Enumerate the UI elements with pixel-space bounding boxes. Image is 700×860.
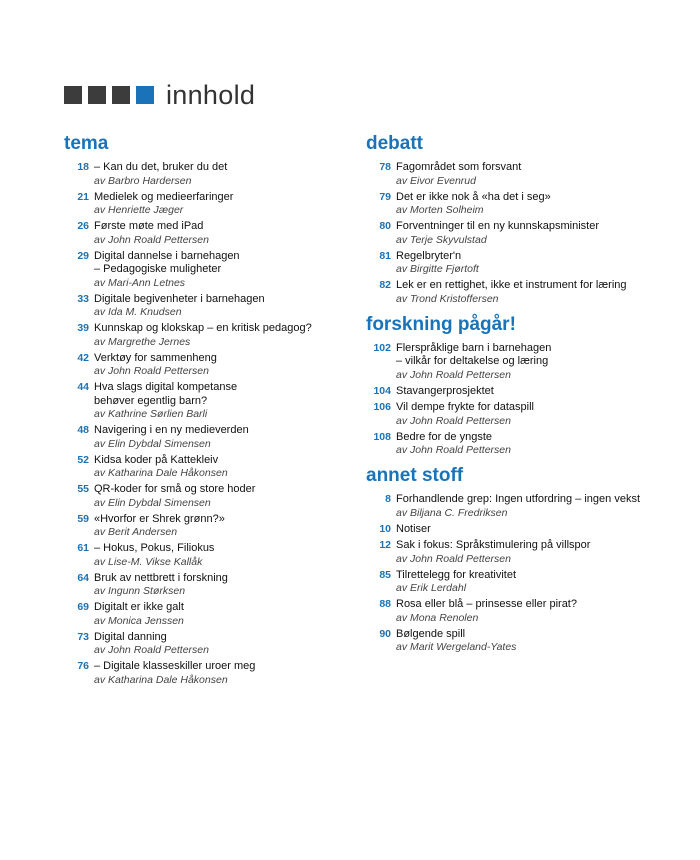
toc-entry[interactable] — [366, 493, 686, 520]
entry-body — [396, 493, 640, 520]
entry-body — [396, 598, 577, 625]
page-number: 85 — [379, 568, 391, 581]
page-number: 42 — [77, 351, 89, 364]
page-number: 8 — [385, 493, 391, 505]
toc-entry[interactable] — [366, 523, 686, 537]
toc-entry[interactable] — [64, 513, 354, 540]
entry-title: Bølgende spill — [396, 627, 466, 640]
toc-entry[interactable] — [366, 628, 686, 655]
entry-title: Stavangerprosjektet — [396, 384, 494, 397]
entry-body — [396, 628, 516, 655]
entry-body — [396, 385, 494, 399]
page-number: 29 — [77, 249, 89, 262]
entry-author: av Barbro Hardersen — [94, 174, 192, 187]
entry-body — [396, 569, 516, 596]
toc-right-column — [366, 132, 686, 661]
toc-entry[interactable] — [366, 539, 686, 566]
entry-title: QR-koder for små og store hoder — [94, 483, 256, 495]
entry-author: av John Roald Pettersen — [94, 644, 209, 656]
entry-body — [94, 424, 249, 451]
entry-author: av John Roald Pettersen — [396, 414, 511, 427]
entry-body — [396, 401, 534, 428]
toc-entry[interactable] — [64, 191, 354, 218]
toc-entry[interactable] — [64, 250, 354, 290]
entry-body — [94, 660, 255, 687]
page-number: 79 — [379, 190, 391, 203]
page-number: 73 — [77, 630, 89, 643]
entry-author: av Morten Solheim — [396, 204, 484, 216]
page-number: 64 — [77, 571, 89, 584]
page-title: innhold — [166, 80, 256, 110]
page-number: 55 — [77, 483, 89, 495]
entry-title: Kidsa koder på Kattekleiv — [94, 453, 219, 466]
page-number: 69 — [77, 601, 89, 613]
entry-author: av Birgitte Fjørtoft — [396, 263, 479, 275]
entry-title: – Digitale klasseskiller uroer meg — [94, 660, 256, 672]
entry-body — [94, 293, 265, 320]
toc-entry[interactable] — [366, 161, 686, 188]
entry-body — [396, 220, 599, 247]
dark-square-icon — [112, 86, 130, 104]
entry-title: Medielek og medieerfaringer — [94, 190, 234, 203]
entry-author: av John Roald Pettersen — [94, 365, 209, 377]
entry-title: Kunnskap og klokskap – en kritisk pedagog? — [94, 322, 312, 334]
toc-entry[interactable] — [64, 381, 354, 421]
entry-author: av Eivor Evenrud — [396, 174, 476, 187]
page-number: 21 — [77, 190, 89, 203]
entry-title: Vil dempe frykte for dataspill — [396, 401, 534, 413]
entry-body — [94, 542, 214, 569]
dark-square-icon — [88, 86, 106, 104]
entry-author: av Ingunn Størksen — [94, 585, 186, 597]
section-tema — [64, 132, 354, 687]
page-number: 81 — [379, 249, 391, 262]
page-number: 90 — [379, 627, 391, 640]
entry-author: av Monica Jenssen — [94, 614, 184, 627]
toc-entry[interactable] — [64, 660, 354, 687]
entry-body — [396, 161, 521, 188]
entry-title: Forventninger til en ny kunnskapsminister — [396, 220, 599, 232]
entry-title: Digital dannelse i barnehagen – Pedagogiske muligheter — [94, 249, 240, 275]
page-header — [64, 80, 255, 110]
entry-title: – Kan du det, bruker du det — [94, 161, 228, 173]
entry-author: av Mona Renolen — [396, 611, 479, 624]
entry-author: av Lise-M. Vikse Kallåk — [94, 555, 203, 568]
page-number: 104 — [373, 384, 391, 397]
entry-title: Rosa eller blå – prinsesse eller pirat? — [396, 598, 577, 610]
entry-title: Flerspråklige barn i barnehagen – vilkår for deltakelse og læring — [396, 341, 552, 367]
toc-entry[interactable] — [366, 220, 686, 247]
page-number: 10 — [379, 522, 391, 535]
entry-body — [94, 601, 184, 628]
entry-body — [94, 191, 233, 218]
toc-entry[interactable] — [64, 161, 354, 188]
entry-title: Hva slags digital kompetanse behøver egentlig barn? — [94, 381, 238, 407]
entry-body — [396, 342, 551, 382]
toc-entry[interactable] — [366, 191, 686, 218]
entry-body — [396, 539, 590, 566]
entry-title: – Hokus, Pokus, Filiokus — [94, 542, 215, 554]
entry-author: av John Roald Pettersen — [396, 552, 511, 565]
entry-author: av Katharina Dale Håkonsen — [94, 673, 228, 686]
entry-author: av Elin Dybdal Simensen — [94, 496, 211, 509]
entry-author: av Mari-Ann Letnes — [94, 276, 186, 289]
page-number: 108 — [373, 430, 391, 443]
entry-author: av Erik Lerdahl — [396, 582, 467, 594]
entry-body — [94, 483, 255, 510]
entry-title: Fagområdet som forsvant — [396, 161, 522, 173]
entry-body — [396, 523, 431, 537]
entry-body — [94, 454, 228, 481]
entry-title: Sak i fokus: Språkstimulering på villspor — [396, 539, 591, 551]
entry-body — [94, 250, 240, 290]
entry-title: Bruk av nettbrett i forskning — [94, 571, 228, 584]
dark-square-icon — [64, 86, 82, 104]
page-number: 52 — [77, 453, 89, 466]
section-title: forskning pågår! — [366, 313, 516, 335]
entry-title: Regelbryter'n — [396, 249, 462, 262]
toc-entry[interactable] — [366, 569, 686, 596]
page-number: 59 — [77, 512, 89, 525]
entry-author: av Terje Skyvulstad — [396, 233, 487, 246]
section-annet-stoff — [366, 464, 686, 654]
toc-entry[interactable] — [64, 483, 354, 510]
toc-entry[interactable] — [64, 601, 354, 628]
toc-entry[interactable] — [366, 342, 686, 382]
entry-author: av Margrethe Jernes — [94, 335, 191, 348]
entry-body — [94, 513, 225, 540]
page-number: 76 — [77, 660, 89, 672]
page-number: 18 — [77, 161, 89, 173]
toc-entry[interactable] — [64, 424, 354, 451]
entry-author: av John Roald Pettersen — [94, 233, 209, 246]
toc-entry[interactable] — [64, 322, 354, 349]
blue-square-icon — [136, 86, 154, 104]
toc-entry[interactable] — [366, 598, 686, 625]
entry-title: Bedre for de yngste — [396, 430, 493, 443]
entry-title: Første møte med iPad — [94, 220, 204, 232]
entry-title: Det er ikke nok å «ha det i seg» — [396, 190, 551, 203]
toc-entry[interactable] — [366, 279, 686, 306]
entry-title: Digitale begivenheter i barnehagen — [94, 292, 265, 305]
entry-author: av Trond Kristoffersen — [396, 292, 499, 305]
entry-title: Lek er en rettighet, ikke et instrument for læring — [396, 279, 627, 291]
entry-author: av Henriette Jæger — [94, 204, 184, 216]
entry-body — [94, 352, 217, 379]
entry-title: Verktøy for sammenheng — [94, 351, 217, 364]
page-number: 61 — [77, 542, 89, 554]
section-forskning-p-g-r — [366, 313, 686, 458]
page-number: 48 — [77, 424, 89, 436]
toc-entry[interactable] — [64, 352, 354, 379]
page-number: 82 — [379, 279, 391, 291]
page-number: 102 — [373, 341, 391, 354]
section-title: annet stoff — [366, 465, 464, 486]
entry-author: av Elin Dybdal Simensen — [94, 437, 211, 450]
entry-body — [94, 572, 228, 599]
entry-author: av Biljana C. Fredriksen — [396, 506, 508, 519]
page-number: 78 — [379, 161, 391, 173]
toc-entry[interactable] — [366, 431, 686, 458]
entry-body — [396, 431, 511, 458]
entry-title: Navigering i en ny medieverden — [94, 424, 249, 436]
page-number: 26 — [77, 220, 89, 232]
entry-title: Forhandlende grep: Ingen utfordring – ingen vekst — [396, 493, 640, 505]
toc-entry[interactable] — [366, 385, 686, 399]
entry-author: av Marit Wergeland-Yates — [396, 641, 517, 653]
entry-author: av Katharina Dale Håkonsen — [94, 467, 228, 479]
entry-body — [94, 220, 209, 247]
entry-body — [94, 161, 227, 188]
page-number: 39 — [77, 322, 89, 334]
toc-entry[interactable] — [64, 542, 354, 569]
entry-title: Tilrettelegg for kreativitet — [396, 568, 517, 581]
entry-body — [396, 191, 551, 218]
entry-body — [94, 631, 209, 658]
entry-body — [396, 279, 627, 306]
section-title: tema — [64, 133, 109, 154]
toc-entry[interactable] — [64, 572, 354, 599]
entry-title: Notiser — [396, 522, 431, 535]
entry-title: Digitalt er ikke galt — [94, 601, 184, 613]
entry-body — [396, 250, 479, 277]
page-number: 44 — [77, 381, 89, 393]
page-number: 106 — [373, 401, 391, 413]
entry-author: av John Roald Pettersen — [396, 444, 511, 456]
page-number: 33 — [77, 292, 89, 305]
entry-author: av Kathrine Sørlien Barli — [94, 408, 208, 420]
entry-body — [94, 381, 237, 421]
entry-title: «Hvorfor er Shrek grønn?» — [94, 512, 225, 525]
entry-author: av John Roald Pettersen — [396, 368, 511, 381]
page-number: 88 — [379, 598, 391, 610]
toc-entry[interactable] — [64, 454, 354, 481]
entry-title: Digital danning — [94, 630, 167, 643]
page-number: 12 — [379, 539, 391, 551]
toc-entry[interactable] — [64, 631, 354, 658]
section-title: debatt — [366, 133, 423, 154]
section-debatt — [366, 132, 686, 306]
entry-author: av Ida M. Knudsen — [94, 306, 182, 318]
toc-entry[interactable] — [366, 401, 686, 428]
page-number: 80 — [379, 220, 391, 232]
toc-entry[interactable] — [366, 250, 686, 277]
toc-entry[interactable] — [64, 220, 354, 247]
entry-body — [94, 322, 312, 349]
toc-left-column — [64, 132, 354, 694]
entry-author: av Berit Andersen — [94, 526, 178, 538]
toc-entry[interactable] — [64, 293, 354, 320]
